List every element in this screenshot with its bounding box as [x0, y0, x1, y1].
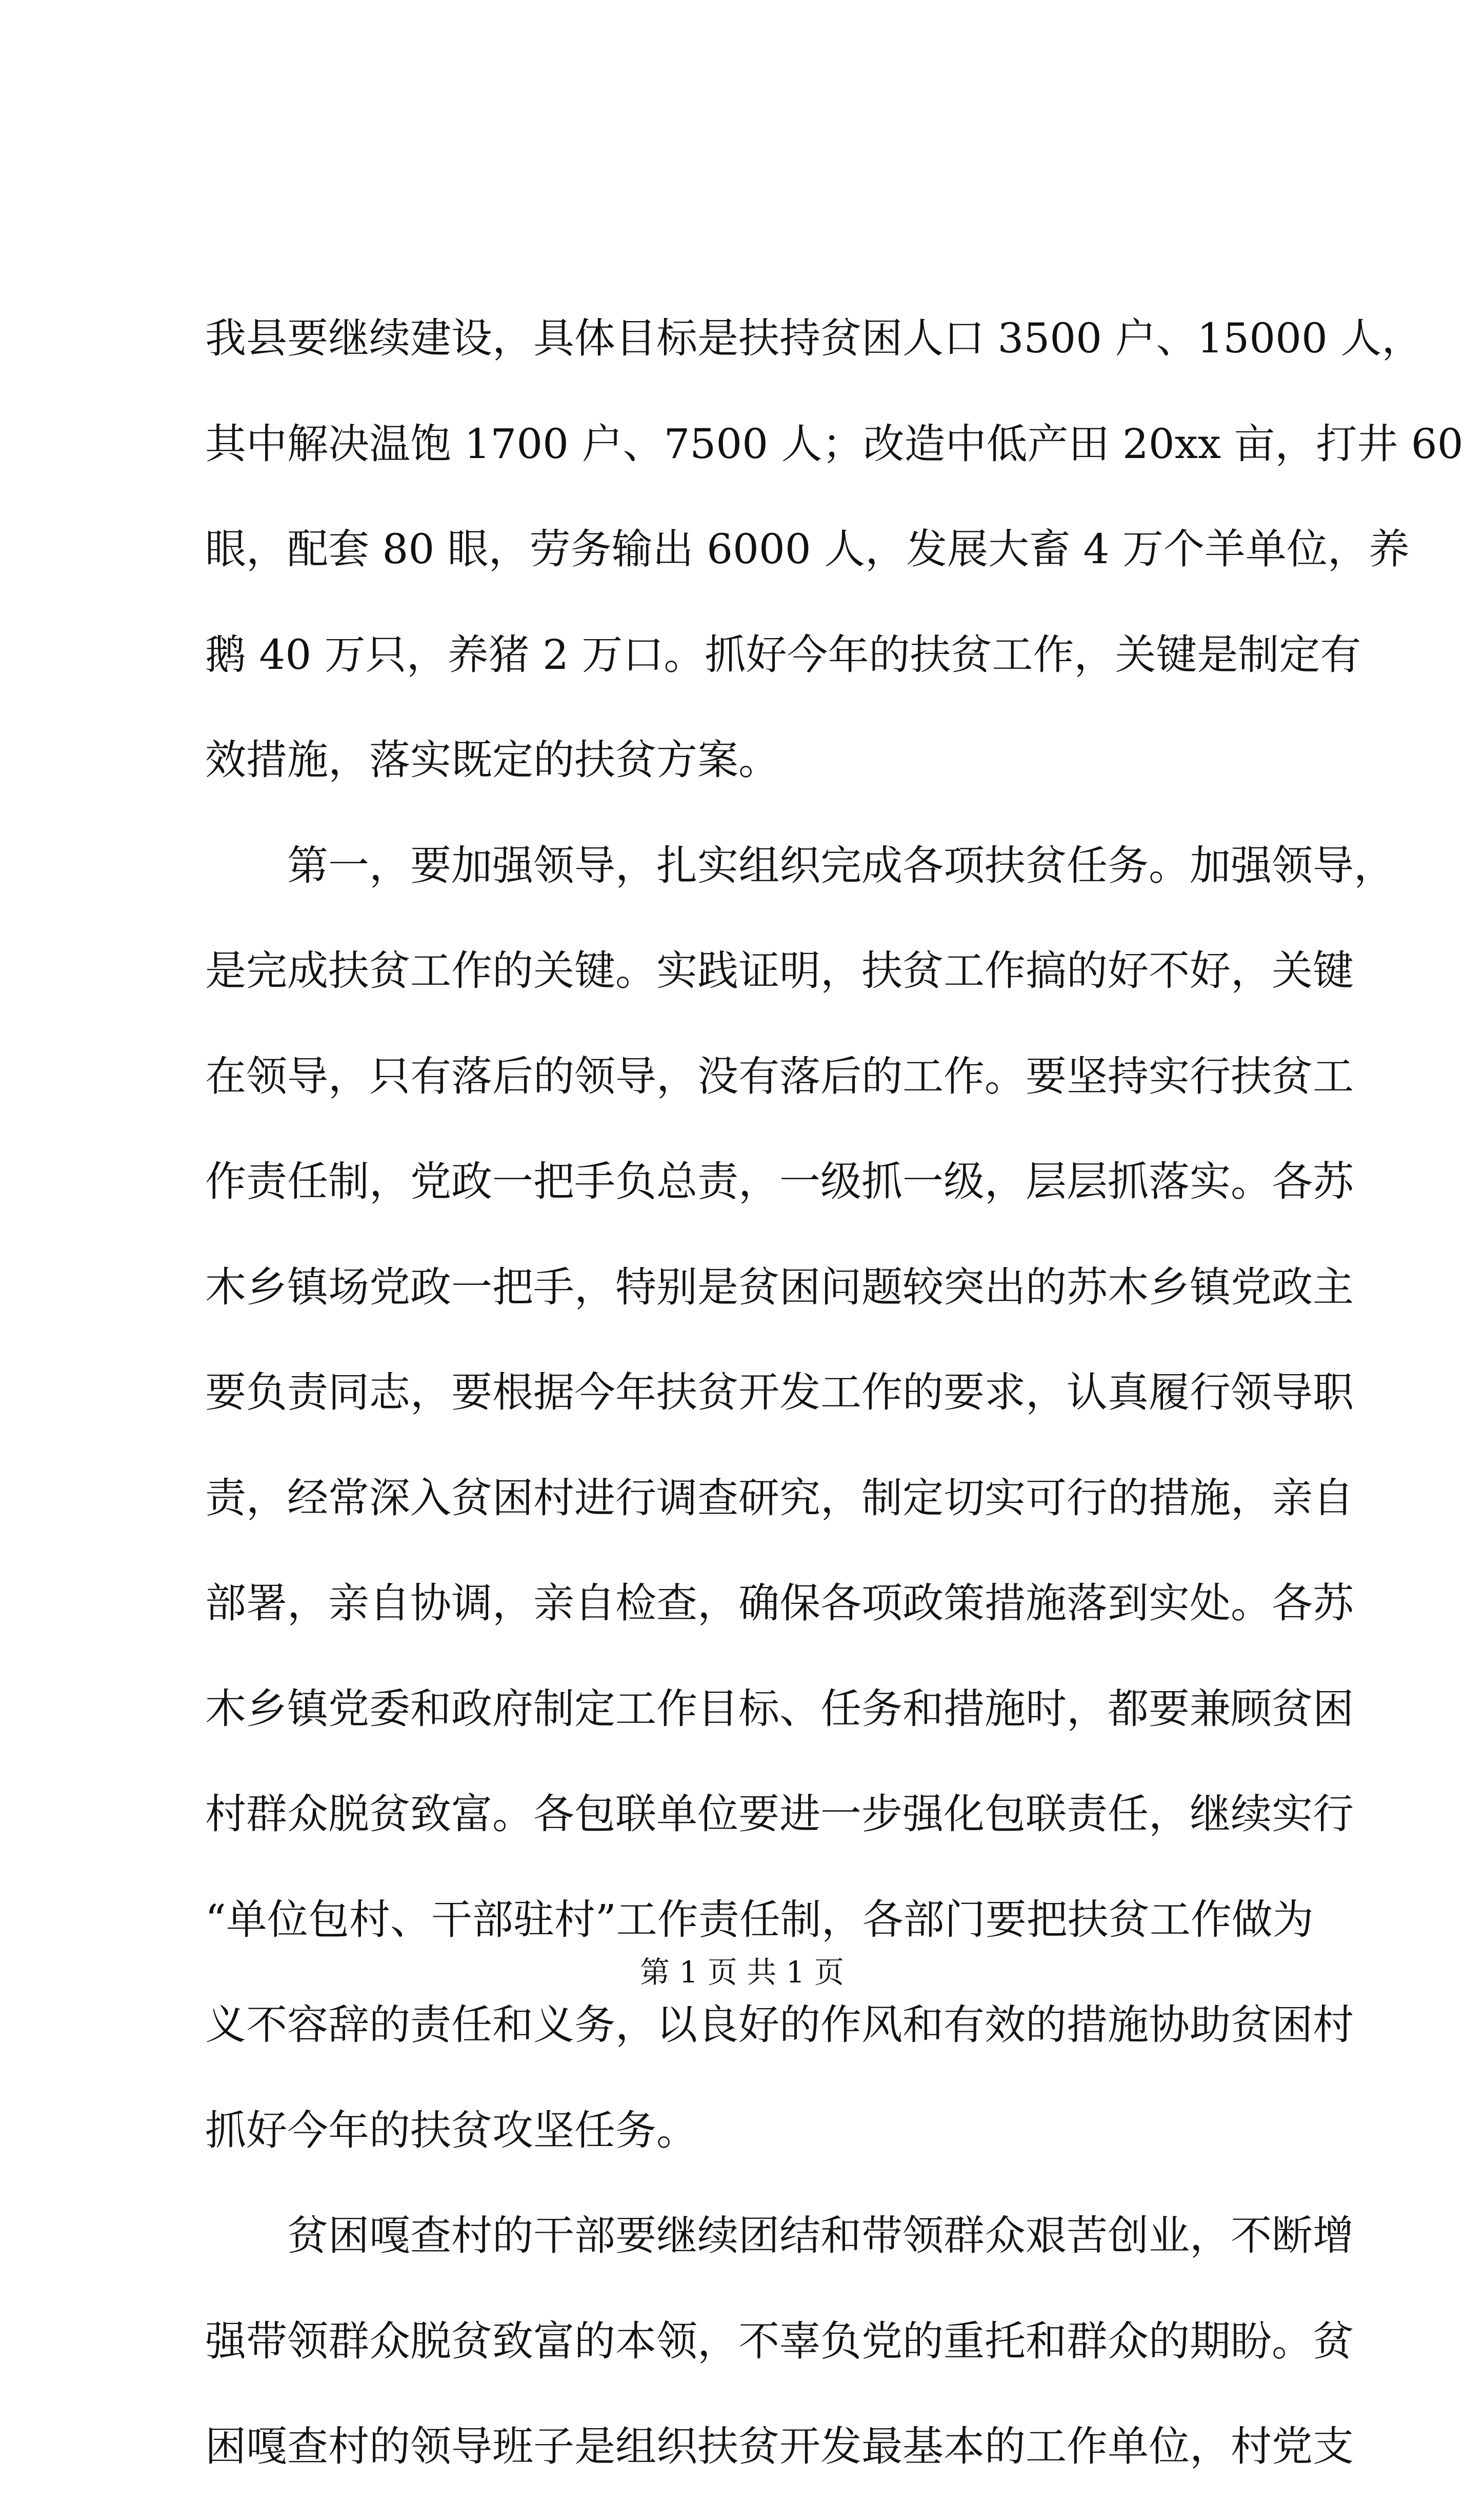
text-line: 鹅 40 万只，养猪 2 万口。抓好今年的扶贫工作，关键是制定有	[205, 630, 1361, 679]
text-line: 其中解决温饱 1700 户、7500 人；改造中低产田 20xx 亩，打井 60	[205, 420, 1463, 468]
text-line: 效措施，落实既定的扶贫方案。	[205, 736, 779, 784]
text-line: 木乡镇党委和政府制定工作目标、任务和措施时，都要兼顾贫困	[205, 1684, 1354, 1733]
text-line: 强带领群众脱贫致富的本领，不辜负党的重托和群众的期盼。贫	[205, 2317, 1354, 2365]
text-line: 木乡镇场党政一把手，特别是贫困问题较突出的苏木乡镇党政主	[205, 1263, 1354, 1311]
text-line: 要负责同志，要根据今年扶贫开发工作的要求，认真履行领导职	[205, 1368, 1354, 1416]
text-line: 责，经常深入贫困村进行调查研究，制定切实可行的措施，亲自	[205, 1474, 1354, 1522]
page-footer: 第 1 页 共 1 页	[640, 1955, 844, 1990]
paragraph-first-line: 第一，要加强领导，扎实组织完成各项扶贫任务。加强领导，	[287, 841, 1395, 889]
body-text	[205, 287, 1463, 2501]
text-line: 在领导，只有落后的领导，没有落后的工作。要坚持实行扶贫工	[205, 1052, 1354, 1100]
text-line: 是完成扶贫工作的关键。实践证明，扶贫工作搞的好不好，关键	[205, 947, 1354, 995]
text-line: 眼，配套 80 眼，劳务输出 6000 人，发展大畜 4 万个羊单位，养	[205, 525, 1410, 573]
text-line: 抓好今年的扶贫攻坚任务。	[205, 2106, 697, 2154]
text-line: 义不容辞的责任和义务，以良好的作风和有效的措施协助贫困村	[205, 2001, 1354, 2049]
paragraph-first-line: 贫困嘎查村的干部要继续团结和带领群众艰苦创业，不断增	[287, 2212, 1354, 2259]
text-line: 部署，亲自协调，亲自检查，确保各项政策措施落到实处。各苏	[205, 1579, 1354, 1627]
text-line: 我县要继续建设，具体目标是扶持贫困人口 3500 户、15000 人，	[205, 314, 1423, 362]
text-line: 村群众脱贫致富。各包联单位要进一步强化包联责任，继续实行	[205, 1790, 1354, 1838]
text-line: 困嘎查村的领导班子是组织扶贫开发最基本的工作单位，村党支	[205, 2423, 1354, 2470]
text-line: 作责任制，党政一把手负总责，一级抓一级，层层抓落实。各苏	[205, 1158, 1354, 1205]
text-line: “单位包村、干部驻村”工作责任制，各部门要把扶贫工作做为	[205, 1895, 1314, 1943]
